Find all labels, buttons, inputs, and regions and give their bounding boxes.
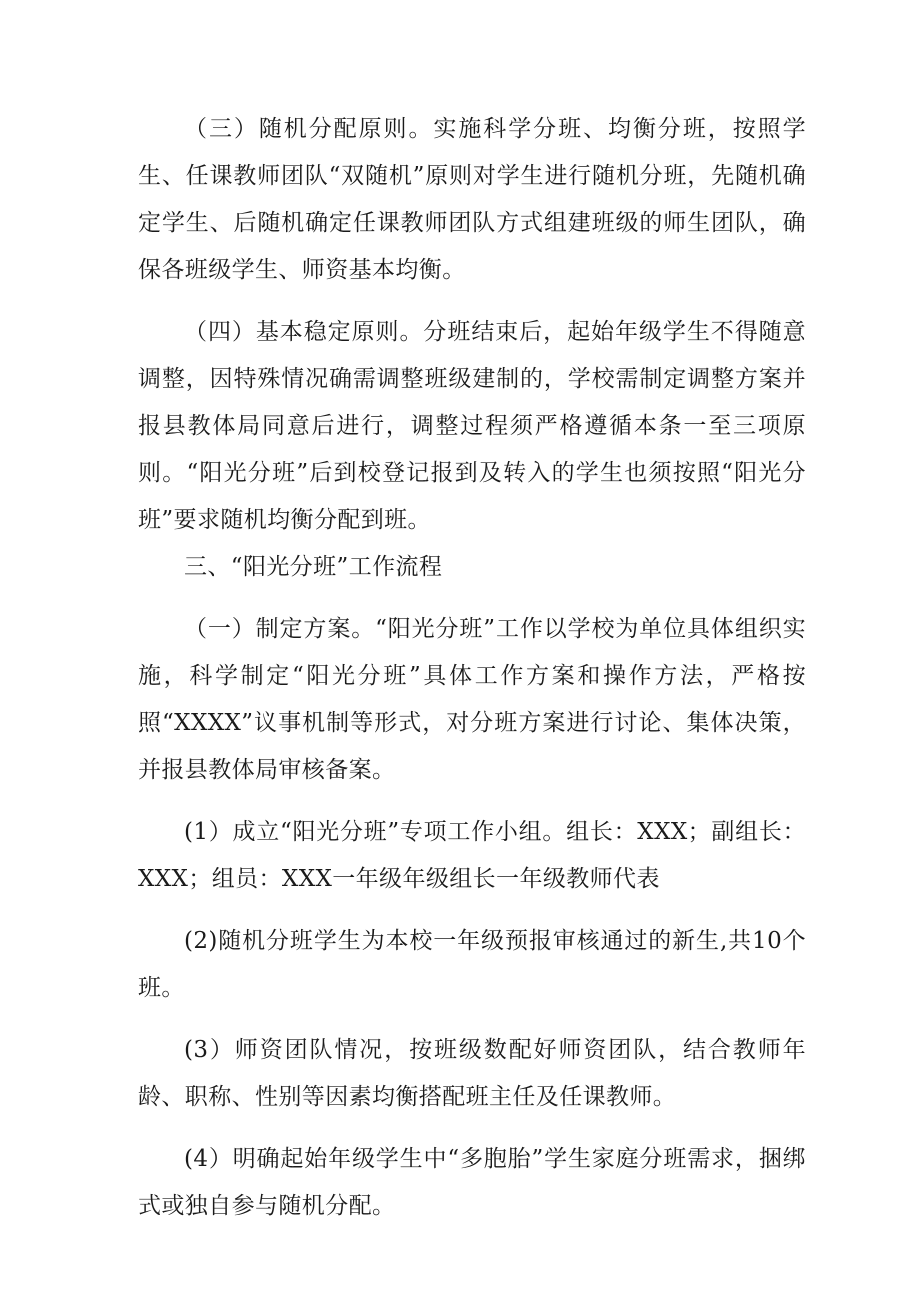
paragraph-item-1-working-group: (1）成立“阳光分班”专项工作小组。组长：XXX；副组长：XXX；组员：XXX一年级年级组长一年级教师代表 <box>138 819 806 892</box>
paragraph-item-2-students: (2)随机分班学生为本校一年级预报审核通过的新生,共10个班。 <box>138 928 806 1001</box>
document-body <box>138 106 806 1230</box>
paragraph-basic-stability-principle: （四）基本稳定原则。分班结束后，起始年级学生不得随意调整，因特殊情况确需调整班级建制的，学校需制定调整方案并报县教体局同意后进行，调整过程须严格遵循本条一至三项原则。“阳光分班”后到校登记报到及转入的学生也须按照“阳光分班”要求随机均衡分配到班。 <box>138 319 806 533</box>
paragraph-item-4-multiples: (4）明确起始年级学生中“多胞胎”学生家庭分班需求，捆绑式或独自参与随机分配。 <box>138 1146 806 1219</box>
paragraph-formulate-plan: （一）制定方案。“阳光分班”工作以学校为单位具体组织实施，科学制定“阳光分班”具体工作方案和操作方法，严格按照“XXXX”议事机制等形式，对分班方案进行讨论、集体决策，并报县教体局审核备案。 <box>138 616 806 783</box>
section-heading-workflow: 三、“阳光分班”工作流程 <box>184 554 443 580</box>
paragraph-item-3-teachers: (3）师资团队情况，按班级数配好师资团队，结合教师年龄、职称、性别等因素均衡搭配班主任及任课教师。 <box>138 1037 806 1110</box>
paragraph-random-allocation-principle: （三）随机分配原则。实施科学分班、均衡分班，按照学生、任课教师团队“双随机”原则对学生进行随机分班，先随机确定学生、后随机确定任课教师团队方式组建班级的师生团队，确保各班级学生、师资基本均衡。 <box>138 116 806 283</box>
